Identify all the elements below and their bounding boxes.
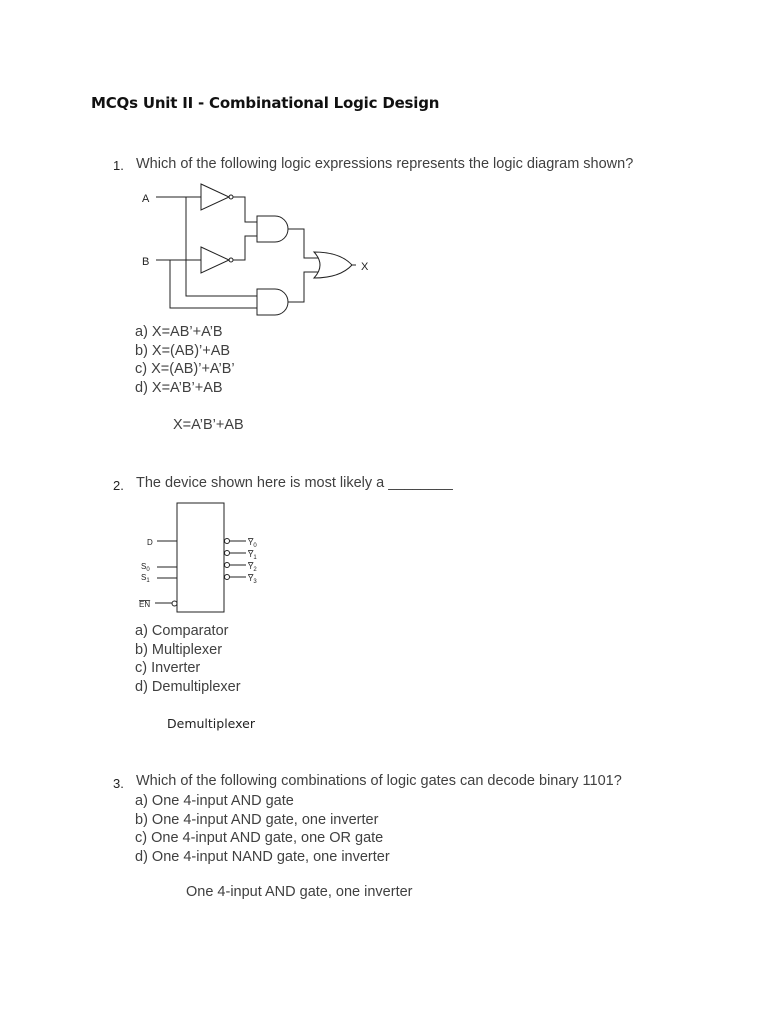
option-d[interactable]: d) One 4-input NAND gate, one inverter [135,848,390,865]
question-1-text: Which of the following logic expressions represents the logic diagram shown? [136,156,634,172]
output-2-bubble [225,563,230,568]
question-3-options [135,792,390,866]
enable-label: EN [139,600,151,609]
output-0-label: $Y_0$ [248,538,257,549]
question-3-answer: One 4-input AND gate, one inverter [186,884,413,900]
option-a[interactable]: a) One 4-input AND gate [135,793,294,809]
wire-a-branch [186,197,257,296]
input-a-label: A [142,193,150,205]
question-1-number: 1. [113,158,124,173]
question-1-answer: X=A’B’+AB [173,417,244,433]
wire-not-a [233,197,257,222]
option-b[interactable]: b) Multiplexer [135,641,223,658]
inverter-a [201,184,229,210]
inverter-b [201,247,229,273]
question-3-text: Which of the following combinations of logic gates can decode binary 1101? [136,773,622,789]
output-2-label: $Y_2$ [248,562,257,573]
input-d-label: D [147,538,153,547]
question-2-text: The device shown here is most likely a ________ [136,475,453,491]
output-1-label: $Y_1$ [248,550,257,561]
output-3-label: $Y_3$ [248,574,257,585]
select-0-label: $S_0$ [141,562,150,573]
question-2-number: 2. [113,478,124,493]
logic-diagram-1 [130,178,390,324]
input-b-label: B [142,256,150,268]
question-2-options [135,622,241,696]
option-a[interactable]: a) X=AB’+A’B [135,324,223,340]
option-c[interactable]: c) One 4-input AND gate, one OR gate [135,830,384,846]
option-c[interactable]: c) X=(AB)’+A’B’ [135,361,235,377]
output-x-label: X [361,261,369,273]
output-0-bubble [225,539,230,544]
question-2-answer: Demultiplexer [167,716,255,731]
option-a[interactable]: a) Comparator [135,623,229,639]
option-c[interactable]: c) Inverter [135,660,201,676]
option-d[interactable]: d) Demultiplexer [135,678,241,695]
enable-bubble [172,601,177,606]
option-b[interactable]: b) One 4-input AND gate, one inverter [135,811,379,828]
option-b[interactable]: b) X=(AB)’+AB [135,342,231,359]
wire-and-lower-out [288,272,318,302]
demux-diagram [135,500,270,616]
question-3-number: 3. [113,776,124,791]
output-3-bubble [225,575,230,580]
select-1-label: $S_1$ [141,573,150,584]
and-gate-lower [257,289,288,315]
wire-and-upper-out [288,229,318,258]
device-box [177,503,224,612]
document-title: MCQs Unit II - Combinational Logic Design [91,94,440,112]
question-1-options [135,323,235,397]
and-gate-upper [257,216,288,242]
output-1-bubble [225,551,230,556]
wire-not-b [233,236,257,260]
option-d[interactable]: d) X=A’B’+AB [135,379,223,396]
or-gate [314,252,352,278]
